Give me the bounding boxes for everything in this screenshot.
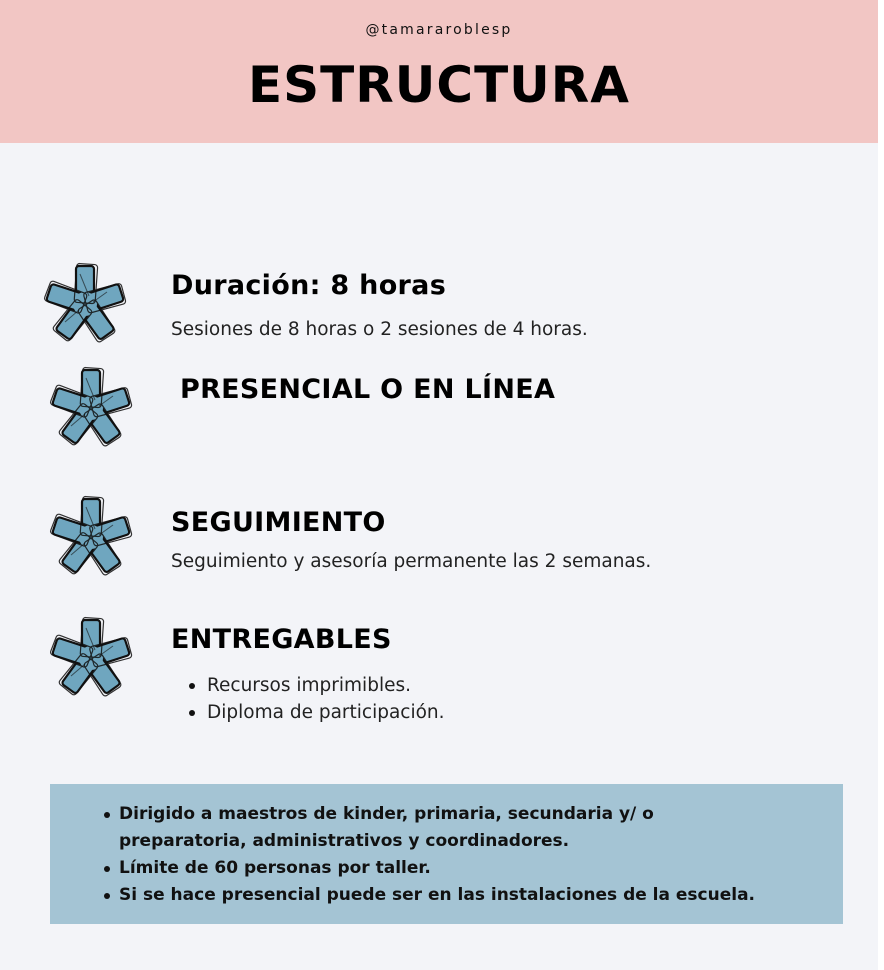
asterisk-icon bbox=[46, 366, 136, 450]
list-item: Dirigido a maestros de kinder, primaria, secundaria y/ o preparatoria, administrativos y coordinadores. bbox=[108, 801, 779, 855]
list-item: Límite de 60 personas por taller. bbox=[108, 855, 779, 882]
list-item: Diploma de participación. bbox=[186, 699, 445, 726]
header-banner bbox=[0, 0, 878, 143]
follow-up-text: Seguimiento y asesoría permanente las 2 semanas. bbox=[171, 551, 652, 572]
asterisk-icon bbox=[40, 262, 130, 346]
modality-heading: PRESENCIAL O EN LÍNEA bbox=[180, 374, 556, 405]
info-box bbox=[50, 784, 843, 924]
social-handle: @tamararoblesp bbox=[365, 22, 513, 38]
duration-heading: Duración: 8 horas bbox=[171, 270, 447, 301]
info-list bbox=[108, 801, 779, 909]
duration-text: Sesiones de 8 horas o 2 sesiones de 4 horas. bbox=[171, 319, 588, 340]
list-item: Recursos imprimibles. bbox=[186, 672, 445, 699]
asterisk-icon bbox=[46, 495, 136, 579]
list-item: Si se hace presencial puede ser en las instalaciones de la escuela. bbox=[108, 882, 779, 909]
deliverables-heading: ENTREGABLES bbox=[171, 624, 392, 655]
asterisk-icon bbox=[46, 616, 136, 700]
follow-up-heading: SEGUIMIENTO bbox=[171, 507, 386, 538]
page-title: ESTRUCTURA bbox=[248, 56, 630, 114]
deliverables-list bbox=[186, 672, 445, 726]
